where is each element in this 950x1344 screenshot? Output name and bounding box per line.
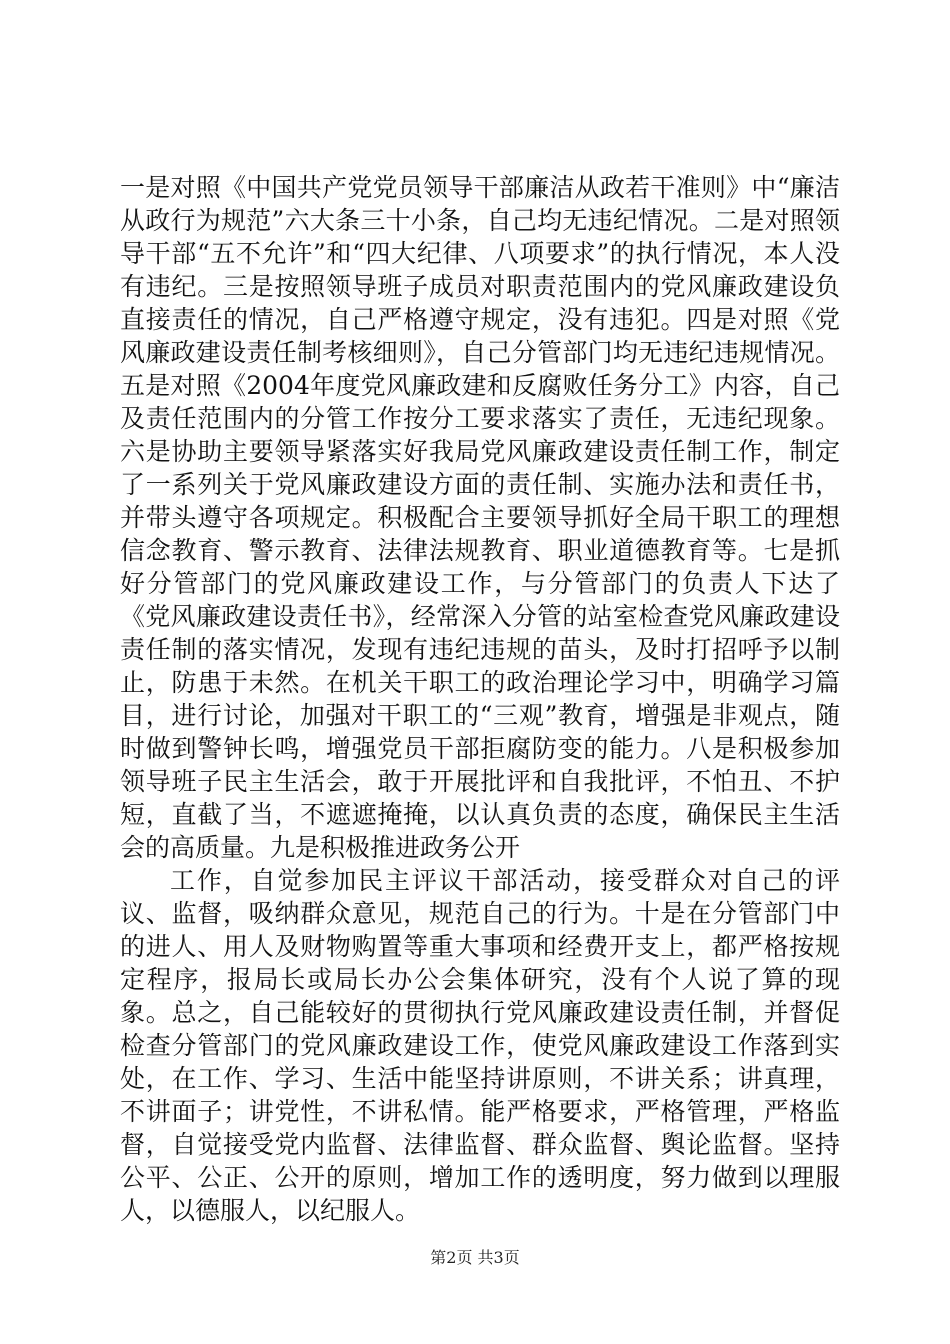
document-body (120, 171, 840, 1227)
page-footer: 第2页 共3页 (430, 1248, 520, 1267)
paragraph-1: 一是对照《中国共产党党员领导干部廉洁从政若干准则》中“廉洁从政行为规范”六大条三十小条，自己均无违纪情况。二是对照领导干部“五不允许”和“四大纪律、八项要求”的执行情况，本人没有违纪。三是按照领导班子成员对职责范围内的党风廉政建设负直接责任的情况，自己严格遵守规定，没有违犯。四是对照《党风廉政建设责任制考核细则》，自己分管部门均无违纪违规情况。五是对照《2004年度党风廉政建和反腐败任务分工》内容，自己及责任范围内的分管工作按分工要求落实了责任，无违纪现象。六是协助主要领导紧落实好我局党风廉政建设责任制工作，制定了一系列关于党风廉政建设方面的责任制、实施办法和责任书，并带头遵守各项规定。积极配合主要领导抓好全局干职工的理想信念教育、警示教育、法律法规教育、职业道德教育等。七是抓好分管部门的党风廉政建设工作，与分管部门的负责人下达了《党风廉政建设责任书》，经常深入分管的站室检查党风廉政建设责任制的落实情况，发现有违纪违规的苗头，及时打招呼予以制止，防患于未然。在机关干职工的政治理论学习中，明确学习篇目，进行讨论，加强对干职工的“三观”教育，增强是非观点，随时做到警钟长鸣，增强党员干部拒腐防变的能力。八是积极参加领导班子民主生活会，敢于开展批评和自我批评，不怕丑、不护短，直截了当，不遮遮掩掩，以认真负责的态度，确保民主生活会的高质量。九是积极推进政务公开 (120, 173, 840, 862)
paragraph-2: 工作，自觉参加民主评议干部活动，接受群众对自己的评议、监督，吸纳群众意见，规范自己的行为。十是在分管部门中的进人、用人及财物购置等重大事项和经费开支上，都严格按规定程序，报局长或局长办公会集体研究，没有个人说了算的现象。总之，自己能较好的贯彻执行党风廉政建设责任制，并督促检查分管部门的党风廉政建设工作，使党风廉政建设工作落到实处，在工作、学习、生活中能坚持讲原则，不讲关系；讲真理，不讲面子；讲党性，不讲私情。能严格要求，严格管理，严格监督，自觉接受党内监督、法律监督、群众监督、舆论监督。坚持公平、公正、公开的原则，增加工作的透明度，努力做到以理服人，以德服人，以纪服人。 (120, 866, 840, 1225)
